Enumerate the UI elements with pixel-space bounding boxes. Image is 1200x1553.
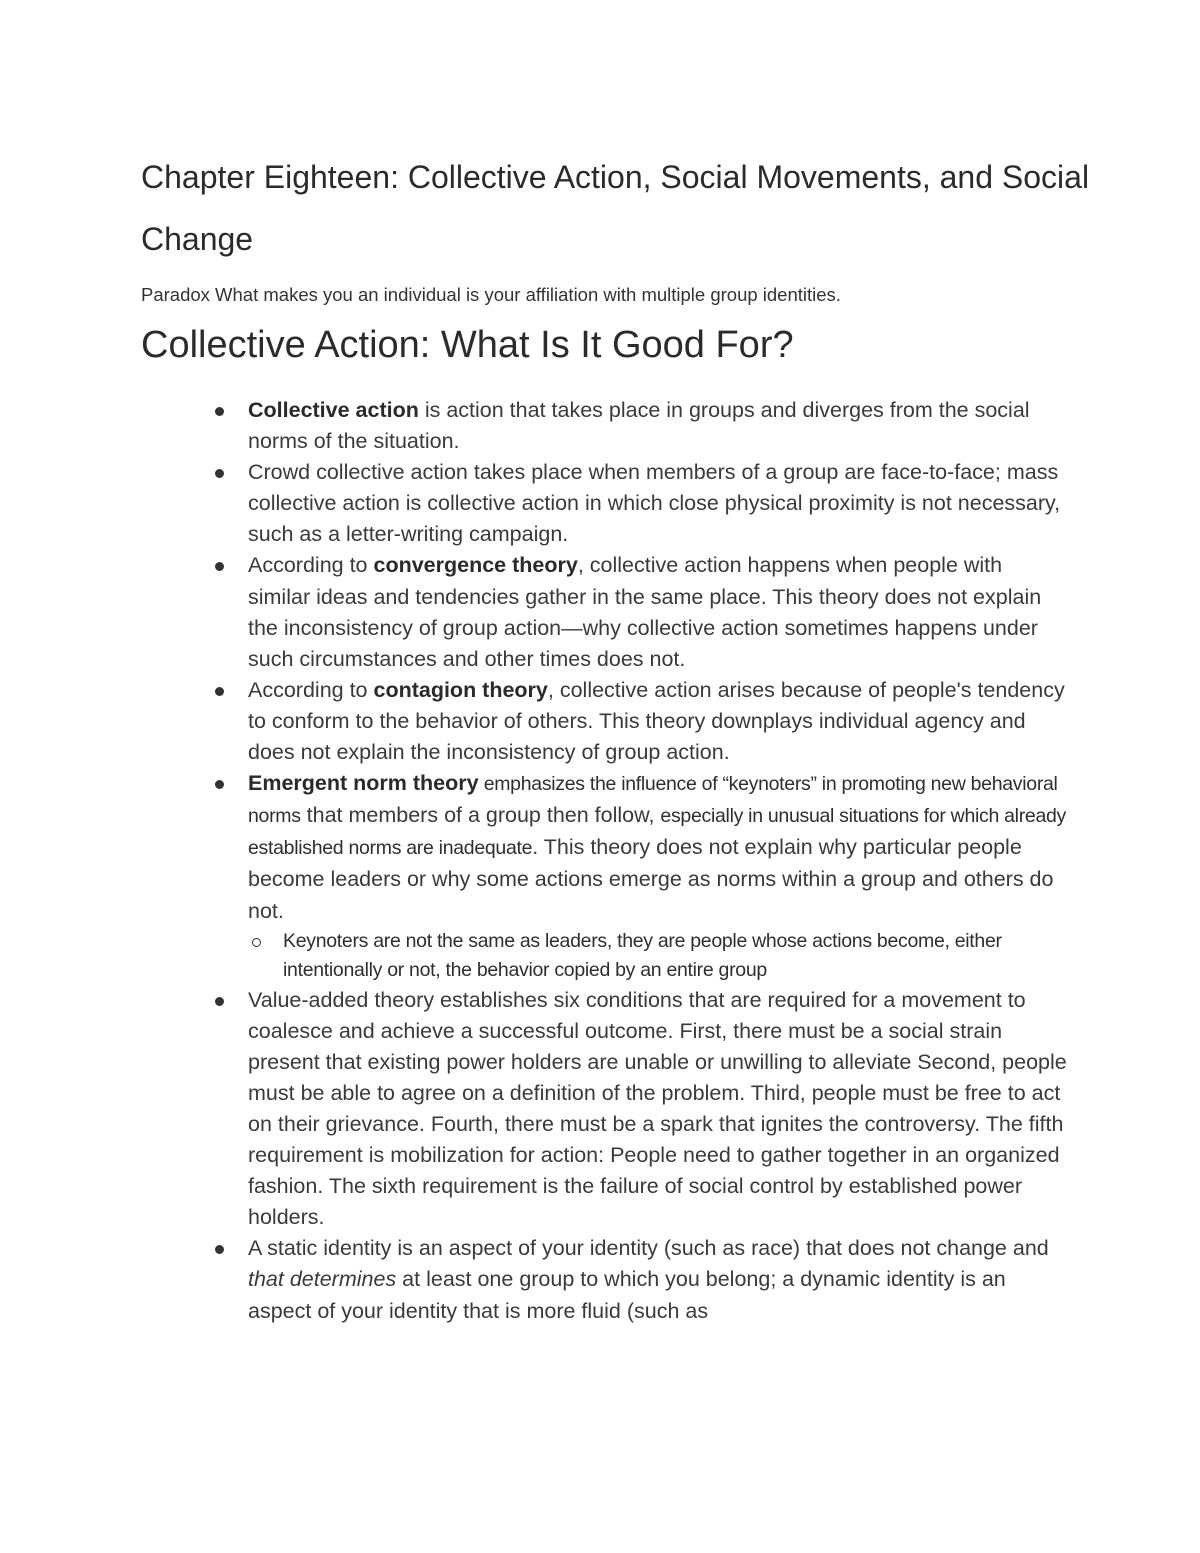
list-item-convergence-theory — [248, 550, 1068, 674]
list-item-text: According to — [248, 553, 374, 578]
list-item-crowd-action — [248, 457, 1068, 550]
list-item-text: , collective action arises because of people's tendency to conform to the behavior of others. This theory downplays individual agency and does not explain the inconsistency of group action. — [248, 677, 1065, 765]
list-item-text: . This theory does not explain why particular people become leaders or why some actions emerge as norms within a group and others do not. — [248, 835, 1054, 923]
list-item-collective-action — [248, 395, 1068, 457]
bullet-icon — [215, 562, 224, 571]
list-item-text: emphasizes the influence of “keynoters” in promoting new behavioral norms — [248, 773, 1058, 828]
list-item-text: , collective action happens when people with similar ideas and tendencies gather in the same place. This theory does not explain the inconsistency of group action—why collective action sometimes happens under such circumstances and other times does not. — [248, 553, 1042, 671]
term-convergence-theory: convergence theory — [373, 553, 578, 578]
section-heading: Collective Action: What Is It Good For? — [141, 324, 794, 366]
bullet-icon — [215, 780, 224, 789]
bullet-icon — [215, 469, 224, 478]
italic-text: that determines — [248, 1267, 397, 1292]
circle-bullet-icon — [252, 938, 261, 947]
chapter-title: Chapter Eighteen: Collective Action, Social Movements, and Social Change — [141, 159, 1090, 257]
paradox-line: Paradox What makes you an individual is your affiliation with multiple group identities. — [141, 284, 841, 305]
bullet-icon — [215, 1245, 224, 1254]
bullet-list — [248, 395, 1068, 1327]
list-item-text: is action that takes place in groups and diverges from the social norms of the situation. — [248, 398, 1030, 454]
list-item-text: Value-added theory establishes six conditions that are required for a movement to coalesce and achieve a successful outcome. First, there must be a social strain present that existing power holders are unable or unwilling to alleviate Second, people must be able to agree on a definition of the problem. Third, people must be free to act on their grievance. Fourth, there must be a spark that ignites the controversy. The fifth requirement is mobilization for action: People need to gather together in an organized fashion. The sixth requirement is the failure of social control by established power holders. — [248, 987, 1067, 1230]
list-item-text: A static identity is an aspect of your identity (such as race) that does not change and — [248, 1236, 1049, 1261]
term-contagion-theory: contagion theory — [373, 677, 548, 702]
list-item-value-added-theory — [248, 985, 1068, 1234]
list-item-text: especially in unusual situations for which already established norms are inadequate — [248, 805, 1066, 860]
list-item-static-identity — [248, 1233, 1068, 1326]
sub-list-item-keynoters — [248, 927, 1068, 985]
list-item-emergent-norm-theory — [248, 768, 1068, 984]
term-collective-action: Collective action — [248, 398, 419, 422]
list-item-text: Crowd collective action takes place when members of a group are face-to-face; mass collective action is collective action in which close physical proximity is not necessary, such as a letter-writing campaign. — [248, 460, 1061, 547]
bullet-icon — [215, 997, 224, 1006]
bullet-icon — [215, 407, 224, 416]
list-item-text: According to — [248, 677, 374, 702]
term-emergent-norm-theory: Emergent norm theory — [248, 771, 479, 796]
sub-list — [248, 927, 1068, 985]
list-item-text: at least one group to which you belong; a dynamic identity is an aspect of your identity that is more fluid (such as — [248, 1267, 1006, 1323]
list-item-contagion-theory — [248, 675, 1068, 768]
sub-list-item-text: Keynoters are not the same as leaders, they are people whose actions become, either intentionally or not, the behavior copied by an entire group — [283, 929, 1002, 981]
bullet-icon — [215, 687, 224, 696]
list-item-text: that members of a group then follow, — [300, 803, 661, 828]
